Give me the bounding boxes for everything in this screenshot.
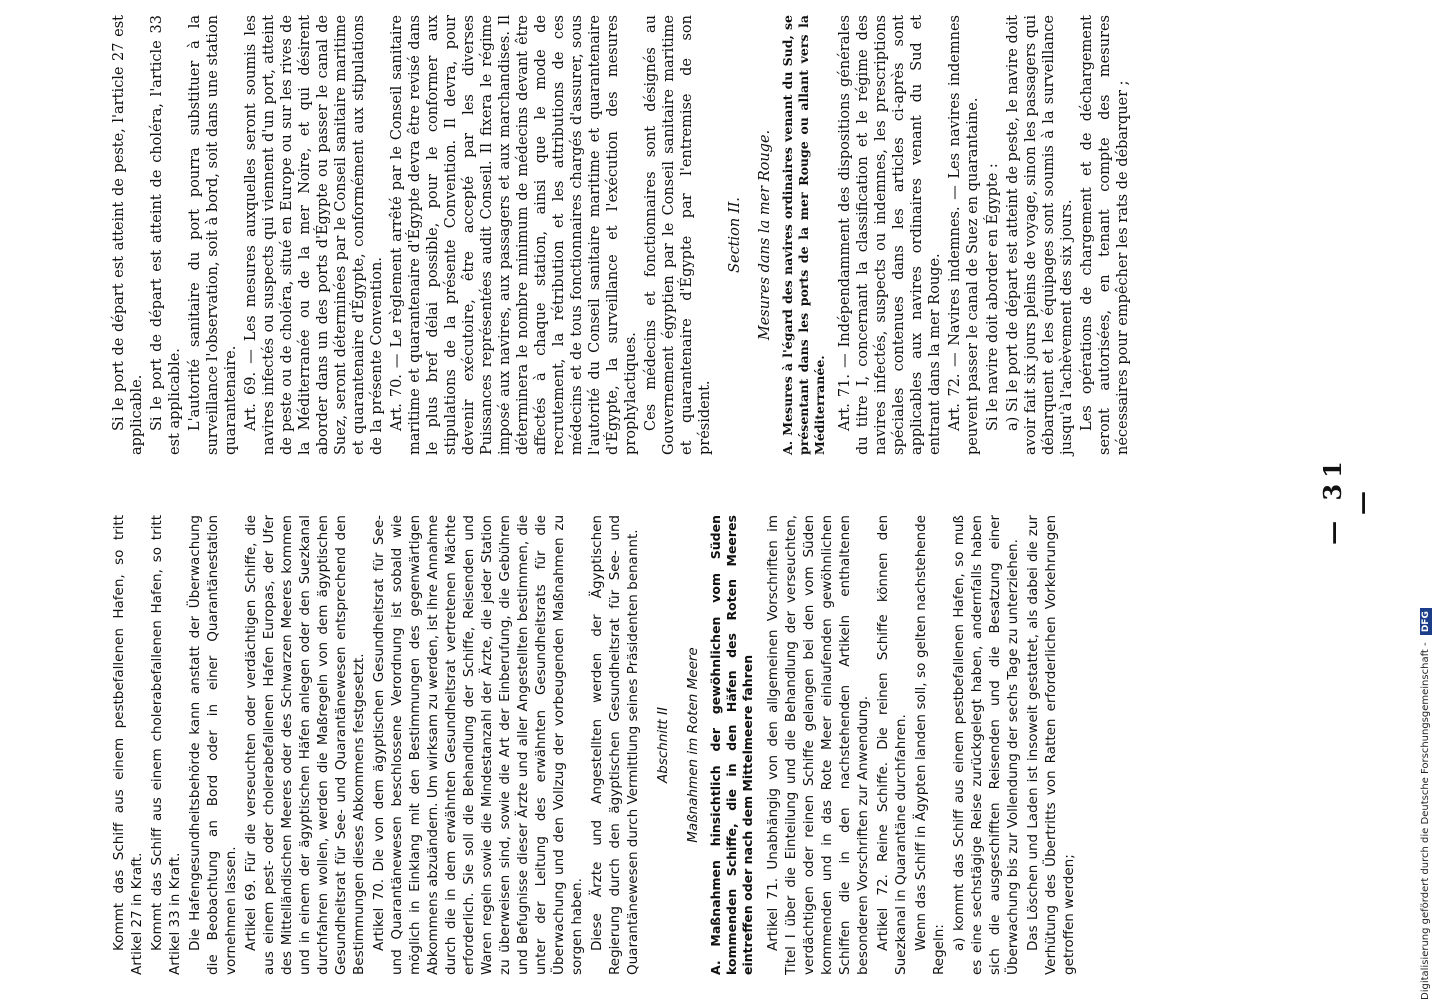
fr-paragraph: Art. 70. — Le règlement arrêté par le Conseil sanitaire maritime et quarantenaire d'Égypte devra être revisé dans le plus bref délai possible, pour le conformer aux stipulations de la présente Convention. Il devra, pour devenir exécutoire, être accepté par les diverses Puissances représentées audit Conseil. Il fixera le régime imposé aux navires, aux passagers et aux marchandises. Il déterminera le nombre minimum de médecins devant être affectés à chaque station, ainsi que le mode de recrutement, la rétribution et les attributions de ces médecins et de tous fonctionnaires chargés d'assurer, sous l'autorité du Conseil sanitaire maritime et quarantenaire d'Égypte, la surveillance et l'exécution des mesures prophylactiques.	[389, 15, 639, 455]
fr-paragraph: Art. 72. — Navires indemnes. — Les navires indemnes peuvent passer le canal de Suez en quarantaine.	[947, 15, 981, 455]
de-paragraph: a) kommt das Schiff aus einem pestbefallenen Hafen, so muß es eine sechstägige Reise zurückgelegt haben, andernfalls haben sich die ausgeschifften Reisenden und die Besatzung einer Überwachung bis zur Vollendung der sechs Tage zu unterziehen.	[951, 515, 1021, 975]
de-paragraph: Diese Ärzte und Angestellten werden der Ägyptischen Regierung durch den ägyptischen Gesundheitsrat für See- und Quarantänewesen durch Vermittlung seines Präsidenten benannt.	[589, 515, 641, 975]
french-column	[110, 15, 1134, 455]
digitization-footer	[1418, 0, 1434, 1000]
de-section-subtitle: Maßnahmen im Roten Meere	[685, 647, 701, 843]
fr-paragraph: Les opérations de chargement et de déchargement seront autorisées, en tenant compte des mesures nécessaires pour empêcher les rats de débarquer ;	[1079, 15, 1131, 455]
page-number: — 31 —	[1318, 455, 1376, 545]
fr-paragraph: Si le port de départ est atteint de choléra, l'article 33 est applicable.	[149, 15, 183, 455]
de-paragraph: Kommt das Schiff aus einem pestbefallenen Hafen, so tritt Artikel 27 in Kraft.	[111, 515, 145, 975]
footer-text: Digitalisierung gefördert durch die Deutsche Forschungsgemeinschaft -	[1420, 642, 1431, 1000]
german-column	[110, 515, 1080, 975]
de-paragraph: Artikel 69. Für die verseuchten oder verdächtigen Schiffe, die aus einem pest- oder cholerabefallenen Hafen Europas, der Ufer des Mittelländischen Meeres oder des Schwarzen Meeres kommen und in einem der ägyptischen Häfen anlegen oder den Suezkanal durchfahren wollen, werden die Maßregeln von dem ägyptischen Gesundheitsrat für See- und Quarantänewesen entsprechend den Bestimmungen dieses Abkommens festgesetzt.	[243, 515, 367, 975]
fr-section-subtitle: Mesures dans la mer Rouge.	[757, 129, 773, 341]
dfg-logo: DFG	[1420, 608, 1432, 635]
de-paragraph: Artikel 72. Reine Schiffe. Die reinen Schiffe können den Suezkanal in Quarantäne durchfahren.	[875, 515, 909, 975]
fr-paragraph: L'autorité sanitaire du port pourra substituer à la surveillance l'observation, soit à bord, soit dans une station quarantenaire.	[187, 15, 239, 455]
fr-paragraph: Si le port de départ est atteint de peste, l'article 27 est applicable.	[111, 15, 145, 455]
fr-paragraph: a) Si le port de départ est atteint de peste, le navire doit avoir fait six jours pleins de voyage, sinon les passagers qui débarquent et les équipages sont soumis à la surveillance jusqu'à l'achèvement des six jours.	[1005, 15, 1075, 455]
de-paragraph: Wenn das Schiff in Ägypten landen soll, so gelten nachstehende Regeln:	[913, 515, 947, 975]
fr-section-title: Section II.	[727, 197, 743, 273]
fr-paragraph: Art. 71. — Indépendamment des dispositions générales du titre I, concernant la classification et le régime des navires infectés, suspects ou indemnes, les prescriptions spéciales contenues dans les articles ci-après sont applicables aux navires ordinaires venant du Sud et entrant dans la mer Rouge.	[837, 15, 943, 455]
fr-paragraph: Art. 69. — Les mesures auxquelles seront soumis les navires infectés ou suspects qui viennent d'un port, atteint de peste ou de choléra, situé en Europe ou sur les rives de la Méditerranée ou de la mer Noire, et qui désirent aborder dans un des ports d'Égypte ou passer le canal de Suez, seront déterminées par le Conseil sanitaire maritime et quarantenaire d'Égypte, conformément aux stipulations de la présente Convention.	[243, 15, 385, 455]
fr-paragraph: Ces médecins et fonctionnaires sont désignés au Gouvernement égyptien par le Conseil sanitaire maritime et quarantenaire d'Égypte par l'entremise de son président.	[643, 15, 713, 455]
de-paragraph: Artikel 70. Die von dem ägyptischen Gesundheitsrat für See- und Quarantänewesen beschlossene Verordnung ist sobald wie möglich in Einklang mit den Bestimmungen des gegenwärtigen Abkommens abzuändern. Um wirksam zu werden, ist ihre Annahme durch die in dem erwähnten Gesundheitsrat vertretenen Mächte erforderlich. Sie soll die Behandlung der Schiffe, Reisenden und Waren regeln sowie die Mindestanzahl der Ärzte, die jeder Station zu überweisen sind, sowie die Art der Einberufung, die Gebühren und Befugnisse dieser Ärzte und aller Angestellten bestimmen, die unter der Leitung des erwähnten Gesundheitsrats für die Überwachung und den Vollzug der vorbeugenden Maßnahmen zu sorgen haben.	[371, 515, 585, 975]
fr-heading-a: A. Mesures à l'égard des navires ordinaires venant du Sud, se présentant dans les ports de la mer Rouge ou allant vers la Méditerranée.	[780, 15, 827, 455]
de-paragraph: Die Hafengesundheitsbehörde kann anstatt der Überwachung die Beobachtung an Bord oder in einer Quarantänestation vornehmen lassen.	[187, 515, 239, 975]
de-paragraph: Das Löschen und Laden ist insoweit gestattet, als dabei die zur Verhütung des Übertritts von Ratten erforderlichen Vorkehrungen getroffen werden;	[1025, 515, 1077, 975]
de-paragraph: Kommt das Schiff aus einem cholerabefallenen Hafen, so tritt Artikel 33 in Kraft.	[149, 515, 183, 975]
de-section-title: Abschnitt II	[655, 707, 671, 783]
de-heading-a: A. Maßnahmen hinsichtlich der gewöhnlichen vom Süden kommenden Schiffe, die in den Häfen des Roten Meeres eintreffen oder nach dem Mittelmeere fahren	[708, 515, 755, 975]
fr-paragraph: Si le navire doit aborder en Égypte :	[985, 163, 1001, 431]
de-paragraph: Artikel 71. Unabhängig von den allgemeinen Vorschriften im Titel I über die Einteilung und die Behandlung der verseuchten, verdächtigen oder reinen Schiffe gelangen bei den vom Süden kommenden und in das Rote Meer einlaufenden gewöhnlichen Schiffen die in den nachstehenden Artikeln enthaltenen besonderen Vorschriften zur Anwendung.	[765, 515, 871, 975]
